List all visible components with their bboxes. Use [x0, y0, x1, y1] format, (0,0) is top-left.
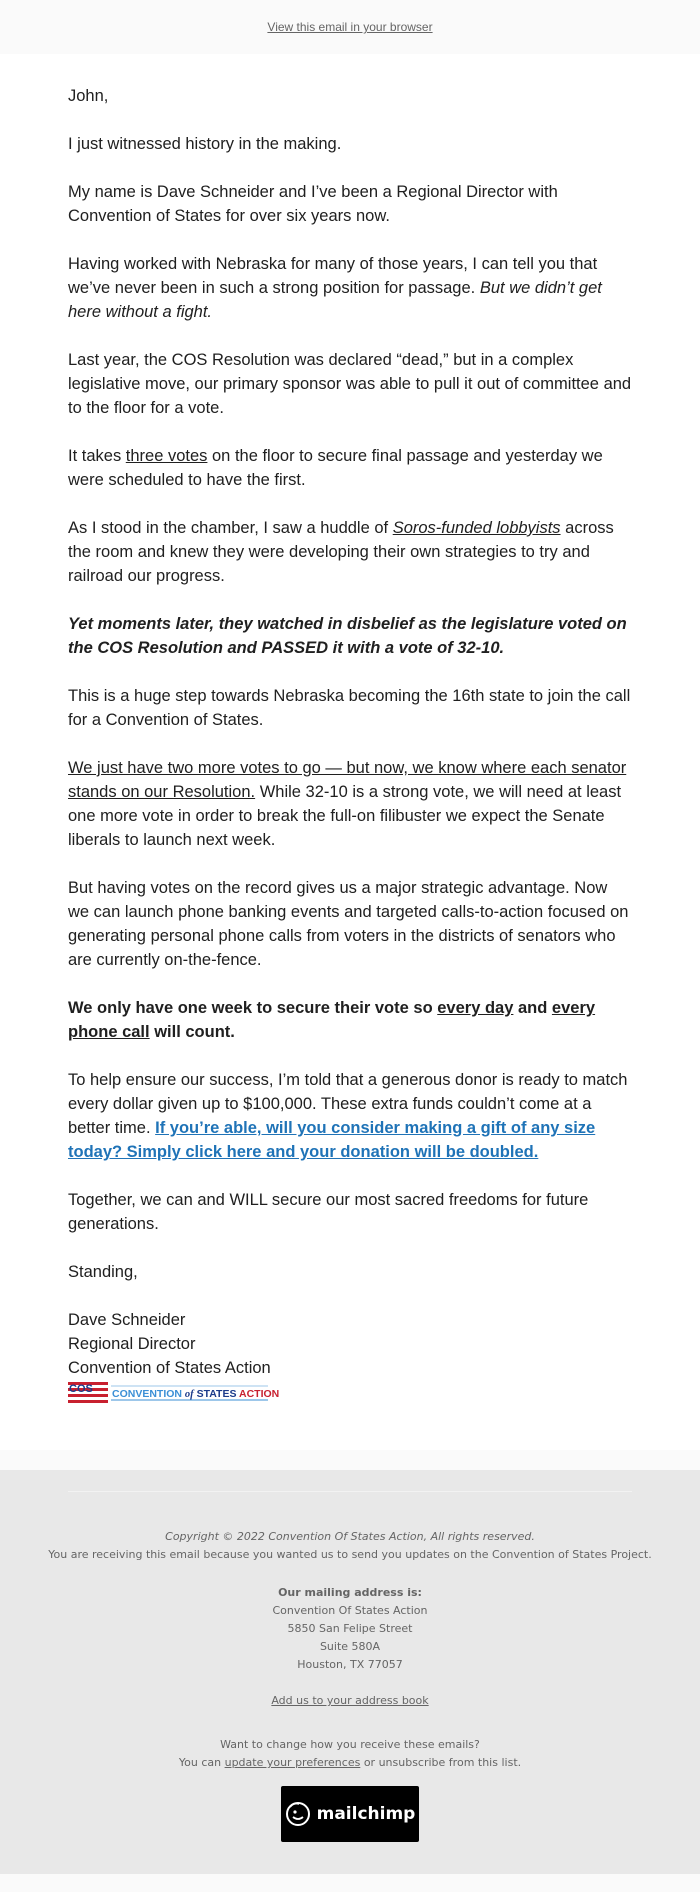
every-phone-call-underline: every phone call [68, 999, 596, 1041]
paragraph-6-a: As I stood in the chamber, I saw a huddle of [68, 519, 393, 537]
three-votes-underline: three votes [125, 447, 208, 465]
paragraph-8: This is a huge step towards Nebraska becoming the 16th state to join the call for a Convention of States. [68, 687, 631, 729]
paragraph-9 [68, 756, 632, 852]
footer-copyright: Copyright © 2022 Convention Of States Action, All rights reserved. [165, 1530, 535, 1543]
unsubscribe-text: or unsubscribe from this list. [360, 1756, 522, 1769]
address-line-3: Suite 580A [319, 1640, 381, 1653]
paragraph-13: Together, we can and WILL secure our most sacred freedoms for future generations. [68, 1191, 589, 1233]
paragraph-9-b: While 32-10 is a strong vote, we will need at least one more vote in order to break the full-on filibuster we expect the Senate liberals to launch next week. [68, 783, 622, 849]
paragraph-4: Last year, the COS Resolution was declared “dead,” but in a complex legislative move, our primary sponsor was able to pull it out of committee and to the floor for a vote. [68, 351, 632, 417]
footer [0, 1470, 700, 1874]
paragraph-6 [68, 516, 632, 588]
two-more-votes-underline: We just have two more votes to go — but now, we know where each senator stands on our Resolution. [68, 759, 627, 801]
change-question: Want to change how you receive these emails? [220, 1738, 480, 1751]
paragraph-11-bold [68, 996, 632, 1044]
cos-flag-mark [68, 1382, 108, 1404]
paragraph-12 [68, 1068, 632, 1164]
mailchimp-badge[interactable] [281, 1786, 419, 1842]
address-book-row [0, 1692, 700, 1710]
paragraph-6-b: across the room and knew they were developing their own strategies to try and railroad our progress. [68, 519, 614, 585]
you-can-text: You can [178, 1756, 225, 1769]
preferences-line [0, 1754, 700, 1772]
preferences-block [0, 1736, 700, 1772]
paragraph-3-text: Having worked with Nebraska for many of those years, I can tell you that we’ve never been in such a strong position for passage. [68, 255, 598, 297]
paragraph-5-a: It takes [68, 447, 126, 465]
logo-mark-text: COS [69, 1383, 93, 1395]
every-day-underline: every day [437, 999, 514, 1017]
convention-of-states-action-logo [68, 1382, 280, 1404]
preheader [0, 0, 700, 54]
paragraph-12-text: To help ensure our success, I’m told that a generous donor is ready to match every dollar given up to $100,000. These extra funds couldn’t come at a better time. [68, 1071, 628, 1137]
closing: Standing, [68, 1263, 138, 1281]
add-to-address-book-link[interactable]: Add us to your address book [271, 1694, 429, 1707]
address-line-2: 5850 San Felipe Street [287, 1622, 413, 1635]
logo-wordmark [112, 1388, 279, 1400]
logo-text-action: ACTION [238, 1388, 280, 1400]
signature-title: Regional Director [68, 1335, 196, 1353]
logo-text-a: CONVENTION [112, 1388, 185, 1400]
footer-reason: You are receiving this email because you wanted us to send you updates on the Convention of States Project. [48, 1548, 652, 1561]
logo-text-of: of [184, 1389, 194, 1400]
email-body [0, 54, 700, 1450]
paragraph-2: My name is Dave Schneider and I’ve been a Regional Director with Convention of States for over six years now. [68, 183, 558, 225]
paragraph-10: But having votes on the record gives us a major strategic advantage. Now we can launch phone banking events and targeted calls-to-action focused on generating personal phone calls from voters in the districts of senators who are currently on-the-fence. [68, 879, 629, 969]
signature-name: Dave Schneider [68, 1311, 186, 1329]
paragraph-5-b: on the floor to secure final passage and yesterday we were scheduled to have the first. [68, 447, 603, 489]
paragraph-7-bold-italic: Yet moments later, they watched in disbelief as the legislature voted on the COS Resolution and PASSED it with a vote of 32-10. [68, 615, 627, 657]
paragraph-5 [68, 444, 632, 492]
mailing-label: Our mailing address is: [278, 1586, 422, 1599]
paragraph-3 [68, 252, 632, 324]
footer-divider [68, 1491, 632, 1492]
paragraph-11-c: will count. [149, 1023, 235, 1041]
paragraph-3-italic: But we didn’t get here without a fight. [68, 279, 602, 321]
signature-org: Convention of States Action [68, 1359, 271, 1377]
mailchimp-badge-label: mailchimp [316, 1804, 416, 1824]
paragraph-11-a: We only have one week to secure their vote so [68, 999, 438, 1017]
mailing-address [0, 1584, 700, 1674]
logo-text-b: STATES [193, 1388, 239, 1400]
address-line-4: Houston, TX 77057 [297, 1658, 403, 1671]
greeting: John, [68, 87, 109, 105]
view-in-browser-link[interactable]: View this email in your browser [267, 20, 433, 34]
address-line-1: Convention Of States Action [272, 1604, 428, 1617]
bottom-strip [0, 1874, 700, 1892]
donate-link[interactable]: If you’re able, will you consider making a gift of any size today? Simply click here and your donation will be doubled. [68, 1119, 596, 1161]
soros-lobbyists-underline: Soros-funded lobbyists [392, 519, 561, 537]
paragraph-1: I just witnessed history in the making. [68, 135, 342, 153]
paragraph-11-b: and [513, 999, 552, 1017]
update-preferences-link[interactable]: update your preferences [224, 1756, 361, 1769]
mailchimp-freddie-icon [285, 1801, 311, 1827]
